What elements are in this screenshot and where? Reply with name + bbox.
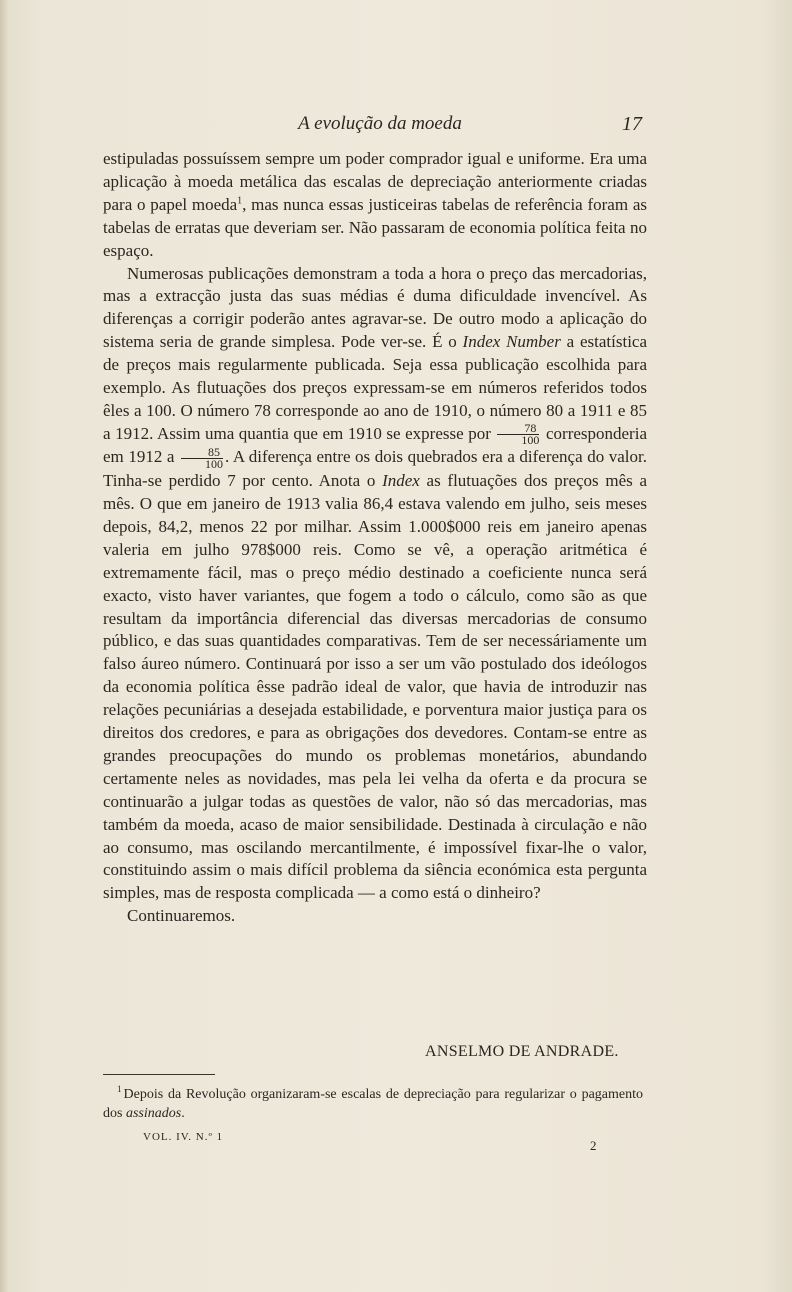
paragraph-2-text-e: as flutuações dos preços mês a mês. O que em janeiro de 1913 valia 86,4 estava valendo em julho, seis meses depois, 84,2, menos 22 por milhar. Assim 1.000$000 reis em janeiro apenas valeria em julho 978$000 reis. Como se vê, a operação aritmética é extremamente fácil, mas o preço médio destinado a coeficiente nunca será exacto, visto haver variantes, que fogem a todo o cálculo, como são as que resultam da importância diferencial das diversas mercadorias de consumo público, e das suas quantidades comparativas. Tem de ser necessáriamente um falso áureo número. Continuará por isso a ser um vão postulado dos ideólogos da economia política êsse padrão ideal de valor, que havia de introduzir nas relações pecuniárias a desejada estabilidade, e porventura maior justiça para os direitos dos credores, e para as obrigações dos devedores. Contam-se entre as grandes preocupações do mundo os problemas monetários, abundando certamente neles as novidades, mas pela lei velha da oferta e da procura se continuarão a julgar todas as questões de valor, não só das mercadorias, mas também da moeda, acaso de maior sensibilidade. Destinada à circulação e não ao consumo, mas oscilando mercantilmente, é impossível fixar-lhe o valor, constituindo assim o mais difícil problema da siência económica esta pergunta simples, mas de resposta complicada — a como está o dinheiro? [103, 471, 648, 903]
page-header [0, 113, 792, 139]
paragraph-2-text-a: Numerosas publicações demonstram a toda a hora o preço das mercadorias, mas a extracção justa das suas médias é duma dificuldade invencível. As diferenças a corrigir poderão antes agravar-se. De outro modo a aplicação do sistema seria de grande simplesa. Pode ver-se. É o [103, 263, 647, 352]
paragraph-1-text-b: , mas nunca essas justiceiras tabelas de referência foram as tabelas de erratas que deveriam ser. Não passaram de economia política feita no espaço. [103, 194, 647, 260]
index-number-term: Index Number [462, 332, 561, 352]
fraction-1-numerator: 78 [497, 423, 539, 435]
article-body [103, 148, 647, 928]
fraction-2-numerator: 85 [181, 447, 223, 459]
page-number: 17 [622, 113, 642, 135]
running-title: A evolução da moeda [298, 113, 462, 134]
paragraph-2-text-c: corresponderia em 1912 a [103, 423, 647, 467]
index-term: Index [382, 471, 420, 491]
footnote-text-b: . [181, 1106, 185, 1121]
paragraph-2-text-b: a estatística de preços mais regularmente publicada. Seja essa publicação escolhida para exemplo. As flutuações dos preços expressam-se em números referidos todos êles a 100. O número 78 corresponde ao ano de 1910, o número 80 a 1911 e 85 a 1912. Assim uma quantia que em 1910 se expresse por [103, 332, 648, 443]
paragraph-1-text-a: estipuladas possuíssem sempre um poder comprador igual e uniforme. Era uma aplicação à moeda metálica das escalas de depreciação anteriormente criadas para o papel moeda [103, 149, 647, 214]
author-signature: ANSELMO DE ANDRADE. [425, 1043, 619, 1060]
printer-signature-mark: 2 [590, 1138, 597, 1153]
footnote-reference: 1 [237, 195, 243, 207]
footnote-italic-term: assinados [125, 1106, 182, 1121]
paragraph-1 [103, 148, 647, 263]
page-edge-shadow [0, 0, 8, 1292]
footnote-divider [103, 1074, 215, 1075]
fraction-1-denominator: 100 [521, 433, 540, 448]
paragraph-3: Continuaremos. [127, 906, 236, 926]
footnote-text-a: Depois da Revolução organizaram-se escalas de depreciação para regularizar o pagamento dos [103, 1087, 643, 1121]
fraction-85-100 [181, 447, 223, 470]
volume-line: VOL. IV. N.º 1 [143, 1131, 224, 1143]
fraction-2-denominator: 100 [204, 457, 223, 472]
paragraph-2 [103, 263, 647, 906]
footnote-mark: 1 [117, 1084, 122, 1095]
fraction-78-100 [497, 423, 539, 446]
paragraph-2-text-d: . A diferença entre os dois quebrados era a diferença do valor. Tinha-se perdido 7 por cento. Anota o [103, 447, 647, 491]
footnote [103, 1085, 643, 1123]
